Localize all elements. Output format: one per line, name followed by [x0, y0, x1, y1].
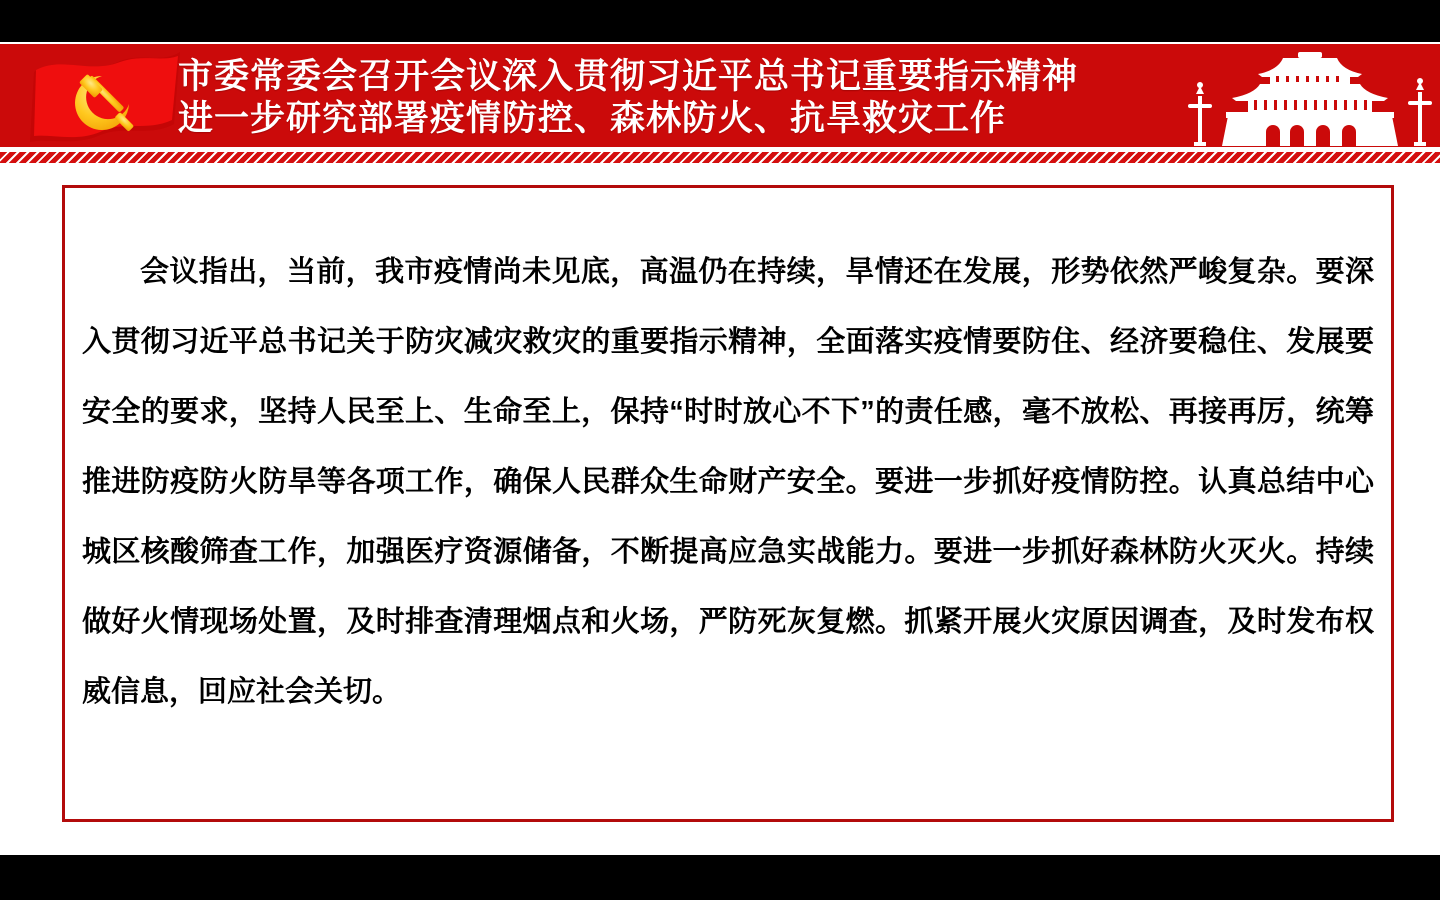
header-title — [178, 56, 1078, 140]
header-banner — [0, 44, 1440, 147]
content-box — [62, 185, 1394, 822]
header-title-line1: 市委常委会召开会议深入贯彻习近平总书记重要指示精神 — [178, 57, 1079, 96]
bottom-letterbox-bar — [0, 855, 1440, 900]
tiananmen-icon — [1170, 44, 1440, 147]
party-flag-icon — [28, 50, 184, 146]
header-title-line2: 进一步研究部署疫情防控、森林防火、抗旱救灾工作 — [178, 99, 1007, 138]
top-letterbox-bar — [0, 0, 1440, 42]
stripe-divider — [0, 152, 1440, 163]
body-paragraph: 会议指出，当前，我市疫情尚未见底，高温仍在持续，旱情还在发展，形势依然严峻复杂。要深入贯彻习近平总书记关于防灾减灾救灾的重要指示精神，全面落实疫情要防住、经济要稳住、发展要安全的要求，坚持人民至上、生命至上，保持“时时放心不下”的责任感，毫不放松、再接再厉，统筹推进防疫防火防旱等各项工作，确保人民群众生命财产安全。要进一步抓好疫情防控。认真总结中心城区核酸筛查工作，加强医疗资源储备，不断提高应急实战能力。要进一步抓好森林防火灭火。持续做好火情现场处置，及时排查清理烟点和火场，严防死灰复燃。抓紧开展火灾原因调查，及时发布权威信息，回应社会关切。 — [82, 256, 1374, 708]
